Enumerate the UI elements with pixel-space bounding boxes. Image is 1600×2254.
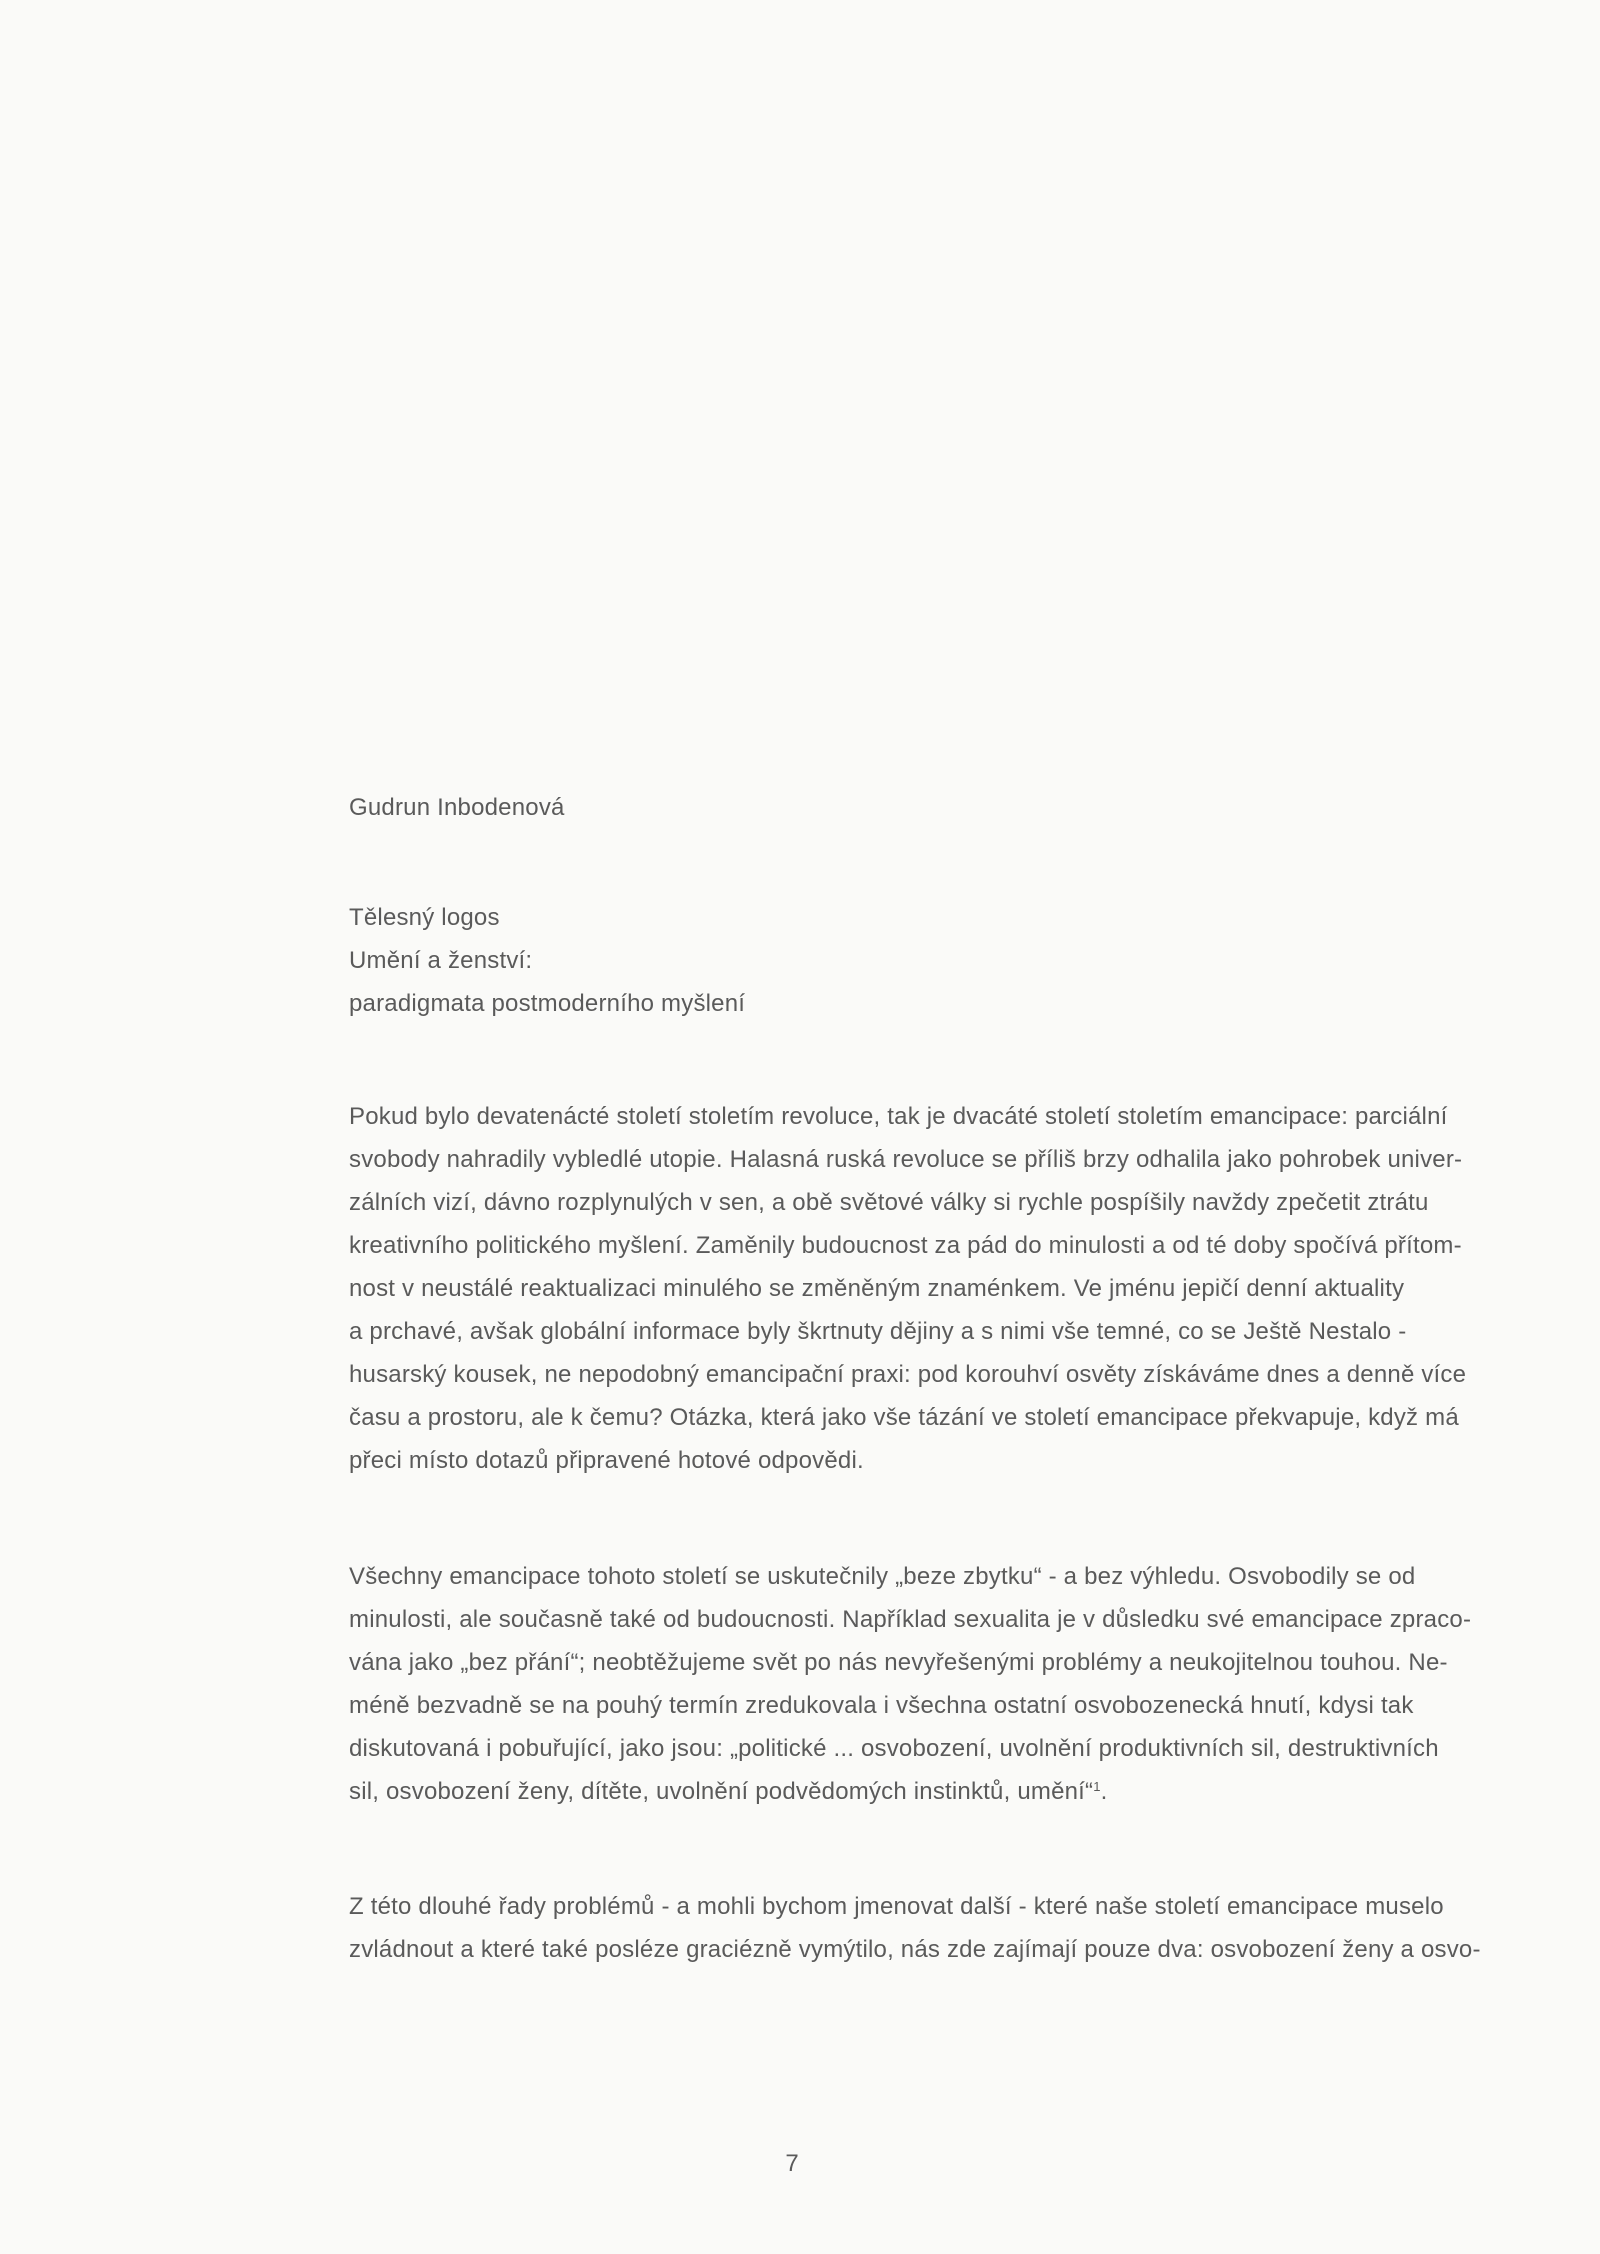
paragraph-line: diskutovaná i pobuřující, jako jsou: „politické ... osvobození, uvolnění produktivních sil, destruktivních xyxy=(349,1735,1439,1762)
page-number: 7 xyxy=(785,2150,799,2177)
paragraph-line: času a prostoru, ale k čemu? Otázka, která jako vše tázání ve století emancipace překvapuje, když má xyxy=(349,1404,1459,1431)
paragraph-line: svobody nahradily vybledlé utopie. Halasná ruská revoluce se příliš brzy odhalila jako pohrobek univer- xyxy=(349,1146,1463,1173)
subtitle-line: paradigmata postmoderního myšlení xyxy=(349,990,746,1017)
author-line: Gudrun Inbodenová xyxy=(349,794,565,821)
footnote-reference: 1 xyxy=(1093,1779,1101,1794)
article-title xyxy=(349,896,1529,1025)
paragraph-line: husarský kousek, ne nepodobný emancipační praxi: pod korouhví osvěty získáváme dnes a denně více xyxy=(349,1361,1467,1388)
paragraph-line: Pokud bylo devatenácté století stoletím revoluce, tak je dvacáté století stoletím emancipace: parciální xyxy=(349,1103,1448,1130)
title-line: Tělesný logos xyxy=(349,904,500,931)
paragraph-line: a prchavé, avšak globální informace byly škrtnuty dějiny a s nimi vše temné, co se Ještě Nestalo - xyxy=(349,1318,1407,1345)
paragraph-line: přeci místo dotazů připravené hotové odpovědi. xyxy=(349,1447,864,1474)
paragraph-line: kreativního politického myšlení. Zaměnily budoucnost za pád do minulosti a od té doby spočívá přítom- xyxy=(349,1232,1462,1259)
subtitle-line: Umění a ženství: xyxy=(349,947,533,974)
paragraph-line-text: sil, osvobození ženy, dítěte, uvolnění podvědomých instinktů, umění“ xyxy=(349,1778,1094,1805)
paragraph-line: nost v neustálé reaktualizaci minulého se změněným znaménkem. Ve jménu jepičí denní aktuality xyxy=(349,1275,1405,1302)
paragraph-2 xyxy=(349,1555,1529,1813)
author-name xyxy=(349,786,1529,829)
paragraph-line: vána jako „bez přání“; neobtěžujeme svět po nás nevyřešenými problémy a neukojitelnou touhou. Ne- xyxy=(349,1649,1448,1676)
paragraph-last-line xyxy=(349,1770,1529,1813)
paragraph-line: minulosti, ale současně také od budoucnosti. Například sexualita je v důsledku své emancipace zpraco- xyxy=(349,1606,1472,1633)
paragraph-1 xyxy=(349,1095,1529,1482)
paragraph-line: Všechny emancipace tohoto století se uskutečnily „beze zbytku“ - a bez výhledu. Osvobodily se od xyxy=(349,1563,1416,1590)
paragraph-line: zálních vizí, dávno rozplynulých v sen, a obě světové války si rychle pospíšily navždy zpečetit ztrátu xyxy=(349,1189,1429,1216)
paragraph-line: méně bezvadně se na pouhý termín zredukovala i všechna ostatní osvobozenecká hnutí, kdysi tak xyxy=(349,1692,1414,1719)
paragraph-line: Z této dlouhé řady problémů - a mohli bychom jmenovat další - které naše století emancipace muselo xyxy=(349,1893,1444,1920)
paragraph-line: zvládnout a které také posléze graciézně vymýtilo, nás zde zajímají pouze dva: osvobození ženy a osvo- xyxy=(349,1936,1481,1963)
sentence-end: . xyxy=(1100,1778,1108,1805)
paragraph-3 xyxy=(349,1885,1529,1971)
